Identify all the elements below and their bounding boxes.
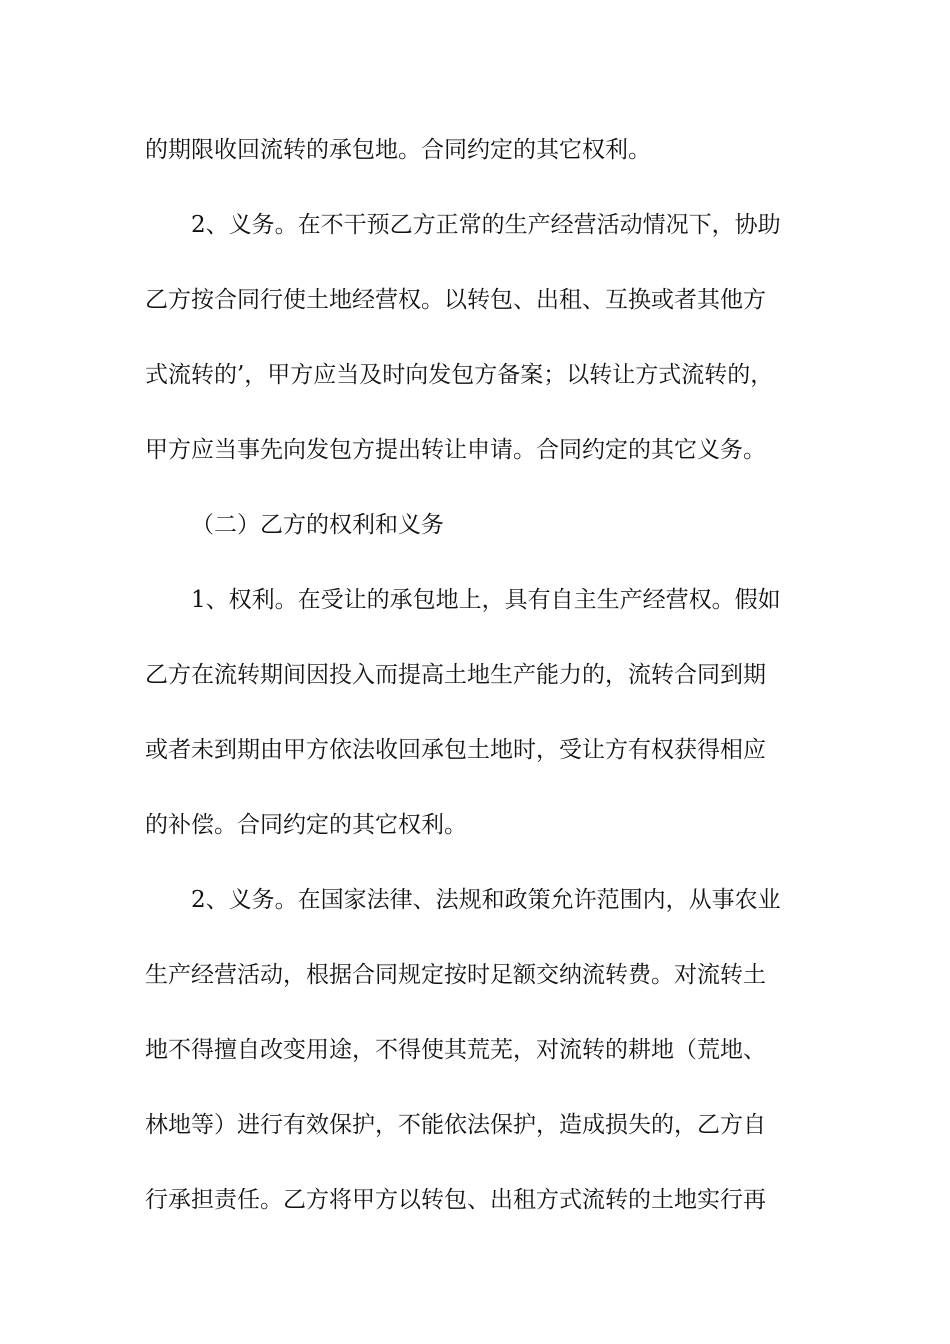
text-line: 2、义务。在不干预乙方正常的生产经营活动情况下，协助 (191, 212, 781, 238)
text-line: 的补偿。合同约定的其它权利。 (145, 812, 467, 838)
text-line: 或者未到期由甲方依法收回承包土地时，受让方有权获得相应 (145, 737, 766, 763)
text-line: 式流转的’，甲方应当及时向发包方备案；以转让方式流转的， (145, 362, 774, 388)
text-line: 2、义务。在国家法律、法规和政策允许范围内，从事农业 (191, 887, 781, 913)
section-heading: （二）乙方的权利和义务 (191, 512, 444, 538)
text-line: 乙方在流转期间因投入而提高土地生产能力的，流转合同到期 (145, 662, 766, 688)
text-line: 甲方应当事先向发包方提出转让申请。合同约定的其它义务。 (145, 437, 766, 463)
text-line: 乙方按合同行使土地经营权。以转包、出租、互换或者其他方 (145, 287, 766, 313)
text-line: 林地等）进行有效保护，不能依法保护，造成损失的，乙方自 (145, 1112, 766, 1138)
text-line: 行承担责任。乙方将甲方以转包、出租方式流转的土地实行再 (145, 1187, 766, 1213)
text-line: 的期限收回流转的承包地。合同约定的其它权利。 (145, 137, 651, 163)
text-line: 1、权利。在受让的承包地上，具有自主生产经营权。假如 (191, 587, 781, 613)
text-line: 生产经营活动，根据合同规定按时足额交纳流转费。对流转土 (145, 962, 766, 988)
text-line: 地不得擅自改变用途，不得使其荒芜，对流转的耕地（荒地、 (145, 1037, 766, 1063)
